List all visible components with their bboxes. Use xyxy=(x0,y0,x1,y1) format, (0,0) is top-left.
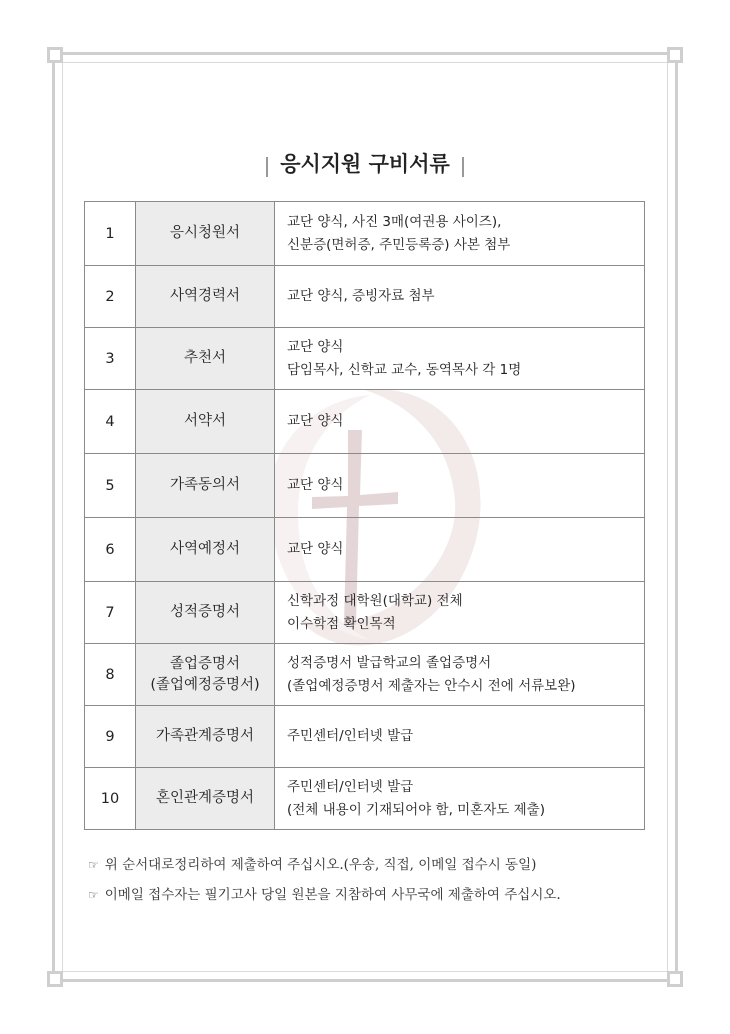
document-name-line: 사역경력서 xyxy=(169,288,241,304)
document-description xyxy=(275,390,645,454)
table-row xyxy=(85,390,645,454)
description-line: 신분증(면허증, 주민등록증) 사본 첨부 xyxy=(287,236,511,253)
description-line: 성적증명서 발급학교의 졸업증명서 xyxy=(287,654,492,671)
document-name-line: 추천서 xyxy=(183,350,227,366)
document-description xyxy=(275,768,645,830)
table-row xyxy=(85,518,645,582)
document-name-line: 응시청원서 xyxy=(169,225,241,241)
table-row xyxy=(85,582,645,644)
corner-ornament xyxy=(47,971,63,987)
document-description xyxy=(275,644,645,706)
description-line: 이수학점 확인목적 xyxy=(287,615,396,632)
row-number: 5 xyxy=(85,454,136,518)
corner-ornament xyxy=(47,47,63,63)
document-name xyxy=(136,768,275,830)
description-line: (졸업예정증명서 제출자는 안수시 전에 서류보완) xyxy=(287,677,576,694)
description-line: 교단 양식, 사진 3매(여권용 사이즈), xyxy=(287,213,502,230)
document-description xyxy=(275,266,645,328)
row-number: 6 xyxy=(85,518,136,582)
corner-ornament xyxy=(667,47,683,63)
row-number: 9 xyxy=(85,706,136,768)
description-line: (전체 내용이 기재되어야 함, 미혼자도 제출) xyxy=(287,801,545,818)
document-name-line: 사역예정서 xyxy=(169,541,241,557)
corner-ornament xyxy=(667,971,683,987)
document-name xyxy=(136,454,275,518)
row-number: 10 xyxy=(85,768,136,830)
row-number: 8 xyxy=(85,644,136,706)
table-row xyxy=(85,454,645,518)
document-name xyxy=(136,518,275,582)
table-row xyxy=(85,706,645,768)
table-row xyxy=(85,768,645,830)
description-line: 교단 양식 xyxy=(287,338,344,355)
table-row xyxy=(85,202,645,266)
pointing-hand-icon: ☞ xyxy=(88,858,99,872)
document-name xyxy=(136,644,275,706)
document-description xyxy=(275,202,645,266)
document-name-line: 가족관계증명서 xyxy=(155,728,255,744)
document-description xyxy=(275,518,645,582)
table-row xyxy=(85,328,645,390)
page-title-wrap xyxy=(0,148,730,178)
document-name-line: 졸업증명서 xyxy=(169,655,241,672)
document-description xyxy=(275,582,645,644)
notes xyxy=(88,854,561,914)
row-number: 7 xyxy=(85,582,136,644)
description-line: 주민센터/인터넷 발급 xyxy=(287,778,414,795)
document-name xyxy=(136,582,275,644)
description-line: 담임목사, 신학교 교수, 동역목사 각 1명 xyxy=(287,361,522,378)
description-line: 신학과정 대학원(대학교) 전체 xyxy=(287,592,463,609)
documents-table xyxy=(84,201,645,830)
document-name xyxy=(136,328,275,390)
note-text: 위 순서대로정리하여 제출하여 주십시오.(우송, 직접, 이메일 접수시 동일) xyxy=(104,857,537,873)
title-bar-right xyxy=(462,157,464,177)
document-description xyxy=(275,328,645,390)
description-line: 주민센터/인터넷 발급 xyxy=(287,728,414,744)
document-description xyxy=(275,454,645,518)
description-line: 교단 양식 xyxy=(287,477,344,493)
document-name xyxy=(136,706,275,768)
note-item xyxy=(88,884,561,914)
table-row xyxy=(85,266,645,328)
description-line: 교단 양식, 증빙자료 첨부 xyxy=(287,288,435,304)
note-item xyxy=(88,854,561,884)
document-name xyxy=(136,266,275,328)
pointing-hand-icon: ☞ xyxy=(88,888,99,902)
document-name-line: 서약서 xyxy=(183,413,227,429)
title-bar-left xyxy=(266,157,268,177)
row-number: 4 xyxy=(85,390,136,454)
document-name-line: 성적증명서 xyxy=(169,604,241,620)
table-row xyxy=(85,644,645,706)
row-number: 1 xyxy=(85,202,136,266)
document-name xyxy=(136,202,275,266)
note-text: 이메일 접수자는 필기고사 당일 원본을 지참하여 사무국에 제출하여 주십시오. xyxy=(104,887,561,903)
page-title: 응시지원 구비서류 xyxy=(280,152,450,176)
description-line: 교단 양식 xyxy=(287,413,344,429)
document-name-line: 혼인관계증명서 xyxy=(155,790,255,806)
description-line: 교단 양식 xyxy=(287,541,344,557)
document-name-line: (졸업예정증명서) xyxy=(150,676,260,693)
row-number: 2 xyxy=(85,266,136,328)
document-name-line: 가족동의서 xyxy=(169,477,241,493)
document-description xyxy=(275,706,645,768)
document-name xyxy=(136,390,275,454)
row-number: 3 xyxy=(85,328,136,390)
